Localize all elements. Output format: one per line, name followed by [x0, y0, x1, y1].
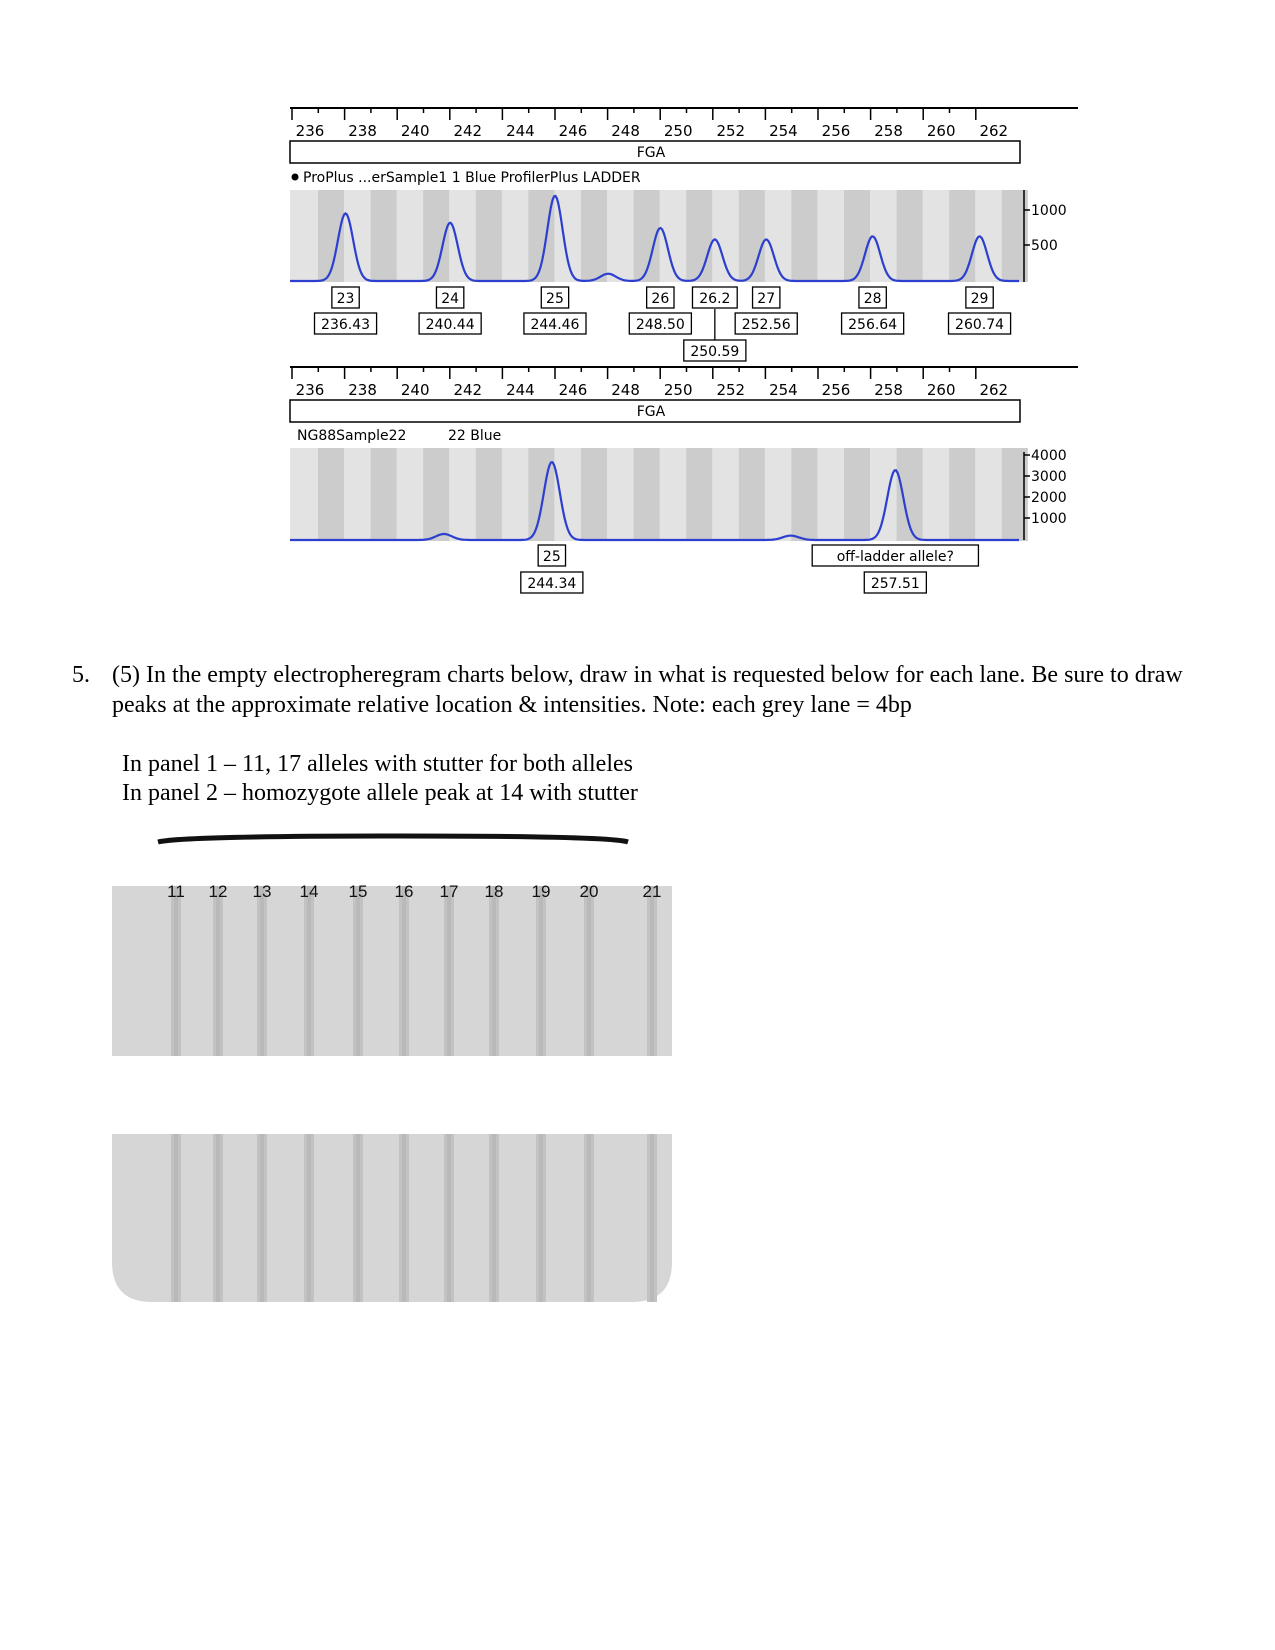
instruction-panel-1: In panel 1 – 11, 17 alleles with stutter for both alleles: [122, 751, 633, 777]
ladder-size-label: 250.59: [690, 344, 740, 360]
blank-panel-1-lane-stripe-core: [447, 886, 451, 1056]
sample-tick-label: 256: [821, 381, 851, 399]
ladder-tick-label: 242: [453, 122, 483, 140]
sample-y-label: 3000: [1031, 469, 1067, 485]
lane-label: 20: [579, 882, 599, 901]
blank-panel-2-lane-stripe-core: [356, 1134, 360, 1302]
blank-panel-1-lane-stripe-core: [260, 886, 264, 1056]
lane-label: 17: [439, 882, 459, 901]
ladder-size-label: 244.46: [530, 317, 580, 333]
sample-size-label: 244.34: [527, 576, 577, 592]
ladder-grey-lane: [581, 190, 607, 282]
lane-label: 15: [348, 882, 368, 901]
sample-header: NG88Sample22: [297, 428, 407, 444]
ladder-size-label: 260.74: [955, 317, 1005, 333]
blank-panel-2-lane-stripe-core: [174, 1134, 178, 1302]
blank-panel-2-lane-stripe-core: [587, 1134, 591, 1302]
ladder-allele-label: 29: [970, 291, 989, 307]
ladder-tick-label: 236: [295, 122, 325, 140]
ladder-grey-lane: [686, 190, 712, 282]
sample-grey-lane: [318, 448, 344, 541]
sample-grey-lane: [791, 448, 817, 541]
ladder-size-label: 248.50: [635, 317, 685, 333]
ladder-grey-lane: [739, 190, 765, 282]
ladder-size-label: 256.64: [848, 317, 898, 333]
sample-tick-label: 260: [926, 381, 956, 399]
blank-panel-2-lane-stripe-core: [216, 1134, 220, 1302]
panel-top-edge: [158, 836, 628, 842]
sample-tick-label: 258: [874, 381, 903, 399]
sample-allele-label: off-ladder allele?: [836, 549, 954, 565]
ladder-allele-label: 28: [863, 291, 882, 307]
sample-allele-label: 25: [542, 549, 561, 565]
ladder-tick-label: 256: [821, 122, 851, 140]
ladder-allele-label: 26: [651, 291, 670, 307]
blank-panel-1-lane-stripe-core: [587, 886, 591, 1056]
ladder-tick-label: 248: [611, 122, 640, 140]
blank-panel-2-lane-stripe-core: [307, 1134, 311, 1302]
sample-tick-label: 242: [453, 381, 483, 399]
blank-panel-1-lane-stripe-core: [216, 886, 220, 1056]
blank-panel-2-lane-stripe-core: [447, 1134, 451, 1302]
sample-grey-lane: [423, 448, 449, 541]
lane-label: 19: [531, 882, 551, 901]
sample-tick-label: 238: [348, 381, 377, 399]
ladder-tick-label: 240: [400, 122, 430, 140]
ladder-tick-label: 258: [874, 122, 903, 140]
ladder-size-label: 252.56: [741, 317, 791, 333]
ladder-grey-lane: [844, 190, 870, 282]
lane-label: 18: [484, 882, 504, 901]
blank-panel-2-lane-stripe-core: [539, 1134, 543, 1302]
ladder-allele-label: 27: [757, 291, 776, 307]
electropherogram-figure: [0, 0, 1275, 620]
sample-tick-label: 252: [716, 381, 746, 399]
question-text: (5) In the empty electropheregram charts below, draw in what is requested below for each lane. Be sure to draw peaks at the approximate relative location & intensities. Note: each grey lane = 4bp: [112, 662, 1183, 718]
sample-y-label: 4000: [1031, 448, 1067, 464]
ladder-y-label: 1000: [1031, 203, 1067, 219]
ladder-tick-label: 262: [979, 122, 1009, 140]
ladder-grey-lane: [528, 190, 554, 282]
blank-panel-1-lane-stripe-core: [650, 886, 654, 1056]
sample-tick-label: 240: [400, 381, 430, 399]
blank-panel-1-lane-stripe-core: [492, 886, 496, 1056]
sample-y-label: 2000: [1031, 490, 1067, 506]
lane-label: 11: [167, 882, 185, 901]
lane-label: 14: [299, 882, 319, 901]
sample-tick-label: 248: [611, 381, 640, 399]
ladder-tick-label: 244: [506, 122, 535, 140]
blank-panel-2-lane-stripe-core: [402, 1134, 406, 1302]
ladder-grey-lane: [371, 190, 397, 282]
lane-label: 12: [208, 882, 228, 901]
ladder-bullet-icon: [292, 174, 299, 181]
ladder-sample-header: ProPlus ...erSample1 1 Blue ProfilerPlus LADDER: [303, 170, 641, 186]
lane-label: 16: [394, 882, 414, 901]
ladder-allele-label: 25: [546, 291, 564, 307]
ladder-tick-label: 250: [663, 122, 693, 140]
blank-panel-1-lane-stripe-core: [307, 886, 311, 1056]
ladder-y-label: 500: [1031, 238, 1058, 254]
blank-panel-1-lane-stripe-core: [356, 886, 360, 1056]
ladder-size-label: 236.43: [321, 317, 371, 333]
sample-grey-lane: [686, 448, 712, 541]
blank-panel-2-lane-stripe-core: [650, 1134, 654, 1302]
blank-panel-2-lane-stripe-core: [260, 1134, 264, 1302]
lane-label: 21: [642, 882, 662, 901]
sample-tick-label: 254: [769, 381, 798, 399]
ladder-locus-label: FGA: [636, 145, 666, 161]
instruction-panel-2: In panel 2 – homozygote allele peak at 14 with stutter: [122, 780, 638, 806]
sample-grey-lane: [371, 448, 397, 541]
ladder-allele-label: 26.2: [699, 291, 731, 307]
ladder-tick-label: 238: [348, 122, 377, 140]
sample-tick-label: 246: [558, 381, 588, 399]
sample-tick-label: 244: [506, 381, 535, 399]
sample-tick-label: 250: [663, 381, 693, 399]
ladder-tick-label: 260: [926, 122, 956, 140]
ladder-grey-lane: [791, 190, 817, 282]
ladder-tick-label: 246: [558, 122, 588, 140]
panel-instructions: [122, 750, 638, 808]
ladder-allele-label: 24: [441, 291, 460, 307]
sample-size-label: 257.51: [870, 576, 920, 592]
sample-grey-lane: [634, 448, 660, 541]
sample-locus-label: FGA: [636, 404, 666, 420]
blank-panel-1-lane-stripe-core: [539, 886, 543, 1056]
lane-label: 13: [252, 882, 272, 901]
sample-grey-lane: [949, 448, 975, 541]
sample-y-label: 1000: [1031, 511, 1067, 527]
ladder-grey-lane: [897, 190, 923, 282]
ladder-allele-label: 23: [336, 291, 355, 307]
ladder-size-label: 240.44: [425, 317, 475, 333]
blank-electropherogram-panels: [0, 820, 700, 1320]
ladder-tick-label: 252: [716, 122, 746, 140]
sample-grey-lane: [581, 448, 607, 541]
sample-tick-label: 262: [979, 381, 1009, 399]
question-number: 5.: [72, 662, 90, 688]
blank-panel-2-lane-stripe-core: [492, 1134, 496, 1302]
sample-tick-label: 236: [295, 381, 325, 399]
sample-grey-lane: [739, 448, 765, 541]
sample-grey-lane: [476, 448, 502, 541]
sample-dye-label: 22 Blue: [448, 428, 502, 444]
ladder-tick-label: 254: [769, 122, 798, 140]
blank-panel-1-lane-stripe-core: [402, 886, 406, 1056]
ladder-grey-lane: [949, 190, 975, 282]
blank-panel-1-lane-stripe-core: [174, 886, 178, 1056]
sample-grey-lane: [844, 448, 870, 541]
ladder-grey-lane: [476, 190, 502, 282]
